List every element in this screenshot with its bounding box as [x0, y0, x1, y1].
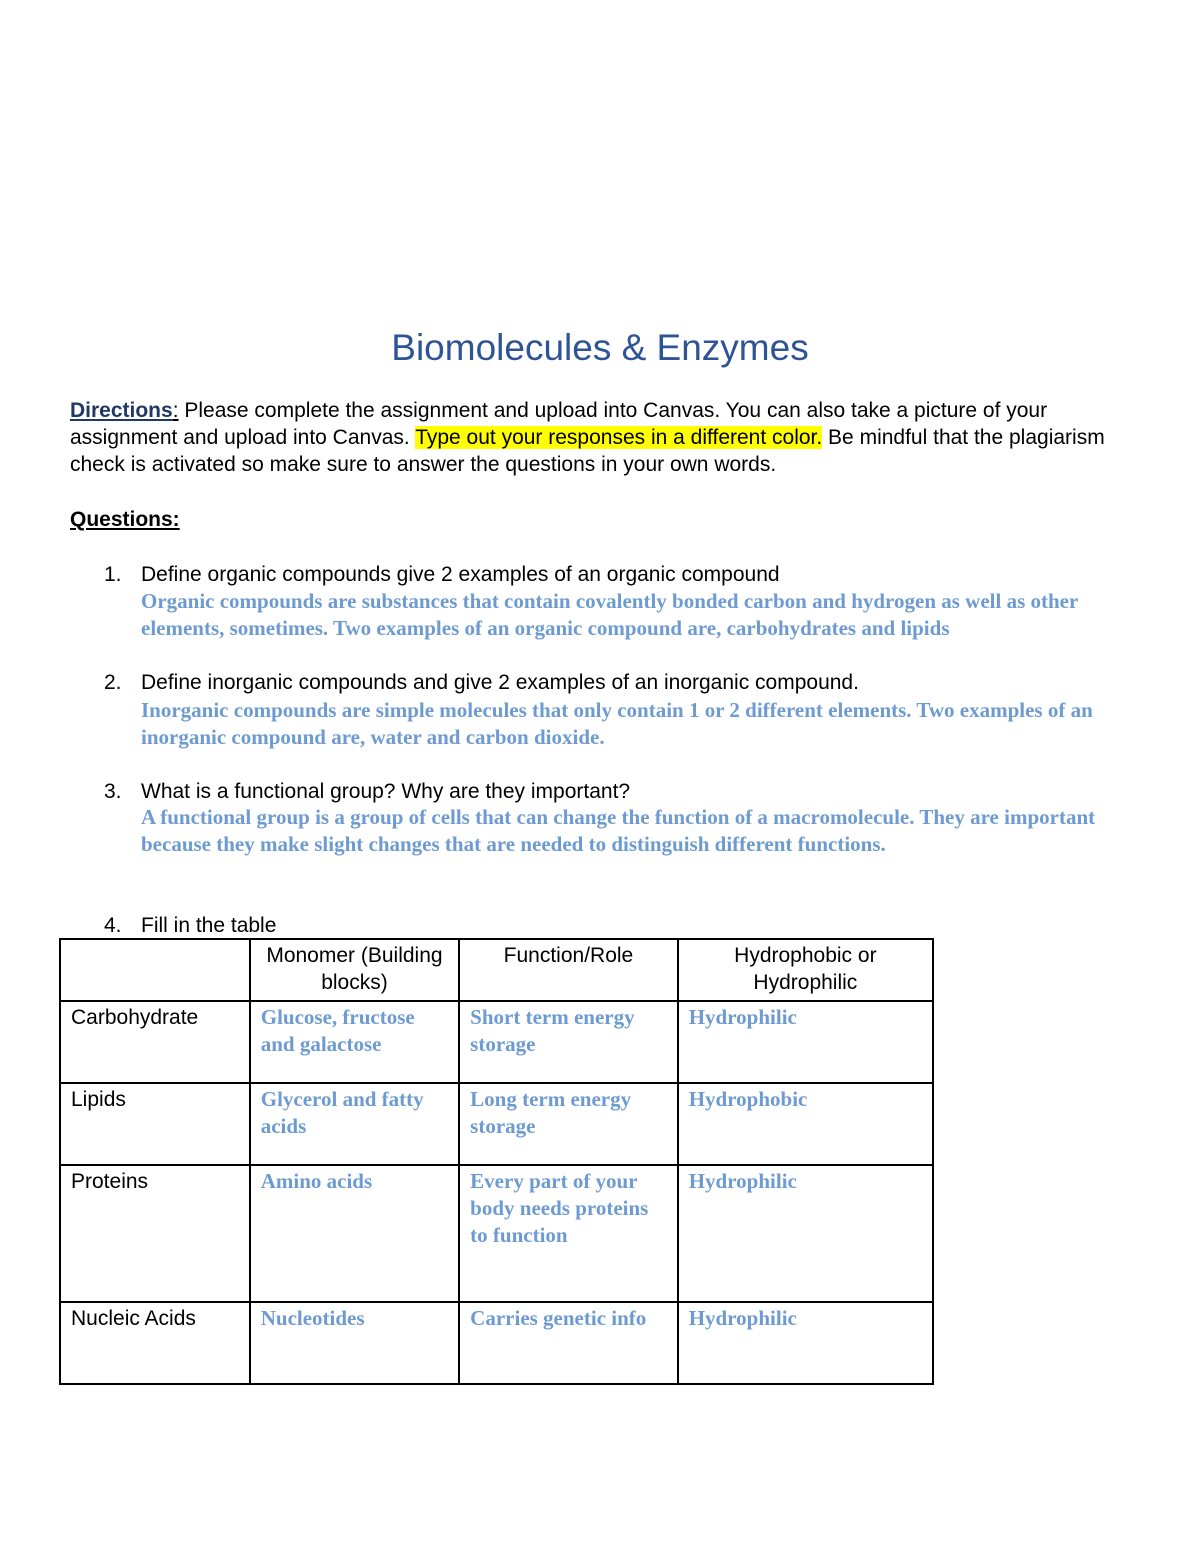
question-number: 2.: [104, 671, 122, 694]
page-title: Biomolecules & Enzymes: [391, 327, 809, 368]
answer-3: A functional group is a group of cells that can change the function of a macromolecule. They are important because they make slight changes that are needed to distinguish different functions.: [141, 805, 1096, 856]
monomer-cell: Glycerol and fatty acids: [250, 1083, 459, 1165]
directions-label: Directions: [70, 399, 173, 422]
table-row: [60, 1302, 933, 1384]
question-text: Define organic compounds give 2 examples of an organic compound: [141, 563, 780, 586]
table-header-monomer: Monomer (Building blocks): [250, 939, 459, 1001]
table-header-function: Function/Role: [459, 939, 678, 1001]
table-header-cell: [60, 939, 250, 1001]
questions-heading: Questions:: [70, 508, 180, 531]
monomer-cell: Amino acids: [250, 1165, 459, 1302]
monomer-cell: Nucleotides: [250, 1302, 459, 1384]
function-cell: Every part of your body needs proteins to function: [459, 1165, 678, 1302]
table-header-hydro: Hydrophobic or Hydrophilic: [678, 939, 933, 1001]
question-text: What is a functional group? Why are they important?: [141, 780, 631, 803]
directions-colon: :: [172, 399, 179, 422]
directions-paragraph: [70, 397, 1130, 478]
question-number: 3.: [104, 780, 122, 803]
question-text: Fill in the table: [141, 914, 277, 937]
table-row: [60, 1083, 933, 1165]
directions-highlight: Type out your responses in a different color.: [415, 426, 823, 449]
hydro-cell: Hydrophilic: [678, 1165, 933, 1302]
row-label: Nucleic Acids: [60, 1302, 250, 1384]
table-header-row: [60, 939, 933, 1001]
hydro-cell: Hydrophilic: [678, 1001, 933, 1083]
table-row: [60, 1001, 933, 1083]
answer-1: Organic compounds are substances that contain covalently bonded carbon and hydrogen as well as other elements, sometimes. Two examples of an organic compound are, carbohydrates and lipids: [141, 589, 1078, 640]
directions-text-1: Please complete the assignment and upload into Canvas. You can also take a picture of your assignment and upload into Canvas.: [70, 399, 1048, 449]
row-label: Proteins: [60, 1165, 250, 1302]
table-row: [60, 1165, 933, 1302]
question-number: 4.: [104, 914, 122, 937]
hydro-cell: Hydrophilic: [678, 1302, 933, 1384]
answer-2: Inorganic compounds are simple molecules that only contain 1 or 2 different elements. Two examples of an inorganic compound are, water and carbon dioxide.: [141, 698, 1093, 749]
biomolecule-table: [59, 938, 934, 1385]
hydro-cell: Hydrophobic: [678, 1083, 933, 1165]
function-cell: Carries genetic info: [459, 1302, 678, 1384]
function-cell: Long term energy storage: [459, 1083, 678, 1165]
question-text: Define inorganic compounds and give 2 examples of an inorganic compound.: [141, 671, 859, 694]
row-label: Lipids: [60, 1083, 250, 1165]
function-cell: Short term energy storage: [459, 1001, 678, 1083]
row-label: Carbohydrate: [60, 1001, 250, 1083]
monomer-cell: Glucose, fructose and galactose: [250, 1001, 459, 1083]
question-number: 1.: [104, 563, 122, 586]
directions-text-2: Be mindful that the plagiarism check is activated so make sure to answer the questions in your own words.: [70, 426, 1105, 476]
